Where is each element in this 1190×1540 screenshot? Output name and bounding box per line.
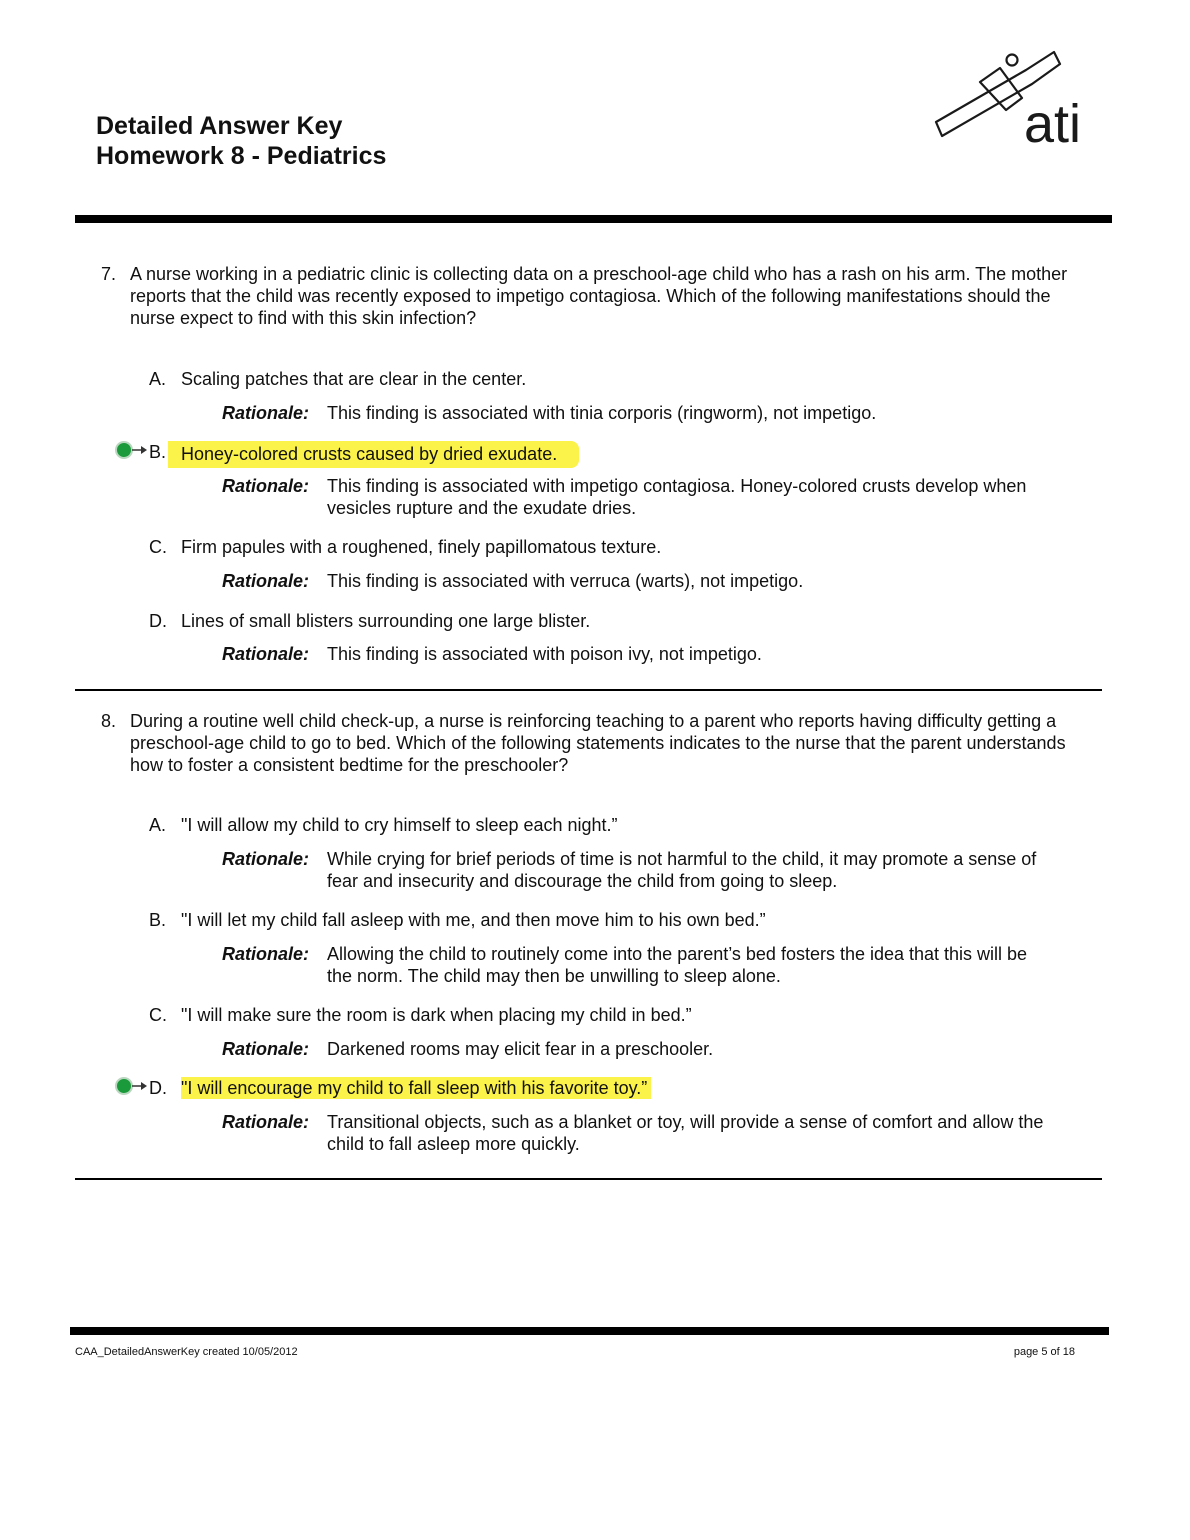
footer-page-number: page 5 of 18 <box>1013 1346 1075 1358</box>
correct-answer-marker-icon <box>113 440 149 460</box>
rationale-label: Rationale: <box>222 1039 310 1059</box>
title-line-2: Homework 8 - Pediatrics <box>96 142 387 170</box>
option-letter: A. <box>149 815 167 835</box>
rationale-label: Rationale: <box>222 1112 310 1132</box>
option-letter: A. <box>149 369 167 389</box>
rationale-label: Rationale: <box>222 571 310 591</box>
option-text: Firm papules with a roughened, finely papillomatous texture. <box>181 537 662 557</box>
title-line-1: Detailed Answer Key <box>96 112 343 140</box>
footer-divider <box>70 1327 1109 1335</box>
rationale-label: Rationale: <box>222 944 310 964</box>
rationale-label: Rationale: <box>222 403 310 423</box>
question-number: 8. <box>101 711 117 731</box>
rationale-label: Rationale: <box>222 849 310 869</box>
question-text: During a routine well child check-up, a nurse is reinforcing teaching to a parent who reports having difficulty getting a preschool-age child to go to bed. Which of the following statements indicates to the nurse that the parent understands how to foster a consistent bedtime for the preschooler? <box>130 711 1066 775</box>
footer-created: CAA_DetailedAnswerKey created 10/05/2012 <box>75 1346 298 1358</box>
option-letter: C. <box>149 537 167 557</box>
option-text: "I will let my child fall asleep with me, and then move him to his own bed.” <box>181 910 766 930</box>
rationale-text: Transitional objects, such as a blanket or toy, will provide a sense of comfort and allow the child to fall asleep more quickly. <box>327 1112 1044 1154</box>
option-text: Lines of small blisters surrounding one large blister. <box>181 611 591 631</box>
option-text: Scaling patches that are clear in the center. <box>181 369 527 389</box>
option-letter: C. <box>149 1005 167 1025</box>
rationale-text: This finding is associated with impetigo contagiosa. Honey-colored crusts develop when vesicles rupture and the exudate dries. <box>327 476 1027 518</box>
header-divider <box>75 215 1112 223</box>
rationale-label: Rationale: <box>222 644 310 664</box>
question-text: A nurse working in a pediatric clinic is collecting data on a preschool-age child who has a rash on his arm. The mother reports that the child was recently exposed to impetigo contagiosa. Which of the following manifestations should the nurse expect to find with this skin infection? <box>130 264 1068 328</box>
question-divider <box>75 689 1102 691</box>
page-title <box>96 111 386 171</box>
option-text: "I will make sure the room is dark when placing my child in bed.” <box>181 1005 692 1025</box>
option-text-highlighted: Honey-colored crusts caused by dried exudate. <box>168 441 579 468</box>
rationale-text: This finding is associated with poison ivy, not impetigo. <box>327 644 762 664</box>
option-text-highlighted: "I will encourage my child to fall sleep with his favorite toy.” <box>181 1077 651 1099</box>
option-letter: D. <box>149 1078 167 1098</box>
rationale-text: Darkened rooms may elicit fear in a preschooler. <box>327 1039 714 1059</box>
rationale-text: This finding is associated with verruca (warts), not impetigo. <box>327 571 804 591</box>
ati-logo-text: ati <box>1024 94 1082 150</box>
option-text: "I will allow my child to cry himself to sleep each night.” <box>181 815 618 835</box>
ati-logo <box>930 46 1110 150</box>
option-letter: B. <box>149 442 167 462</box>
question-number: 7. <box>101 264 117 284</box>
question-divider <box>75 1178 1102 1180</box>
option-letter: B. <box>149 910 167 930</box>
rationale-text: While crying for brief periods of time is not harmful to the child, it may promote a sense of fear and insecurity and discourage the child from going to sleep. <box>327 849 1037 891</box>
rationale-label: Rationale: <box>222 476 310 496</box>
correct-answer-marker-icon <box>113 1076 149 1096</box>
rationale-text: Allowing the child to routinely come into the parent’s bed fosters the idea that this will be the norm. The child may then be unwilling to sleep alone. <box>327 944 1028 986</box>
option-letter: D. <box>149 611 167 631</box>
rationale-text: This finding is associated with tinia corporis (ringworm), not impetigo. <box>327 403 877 423</box>
